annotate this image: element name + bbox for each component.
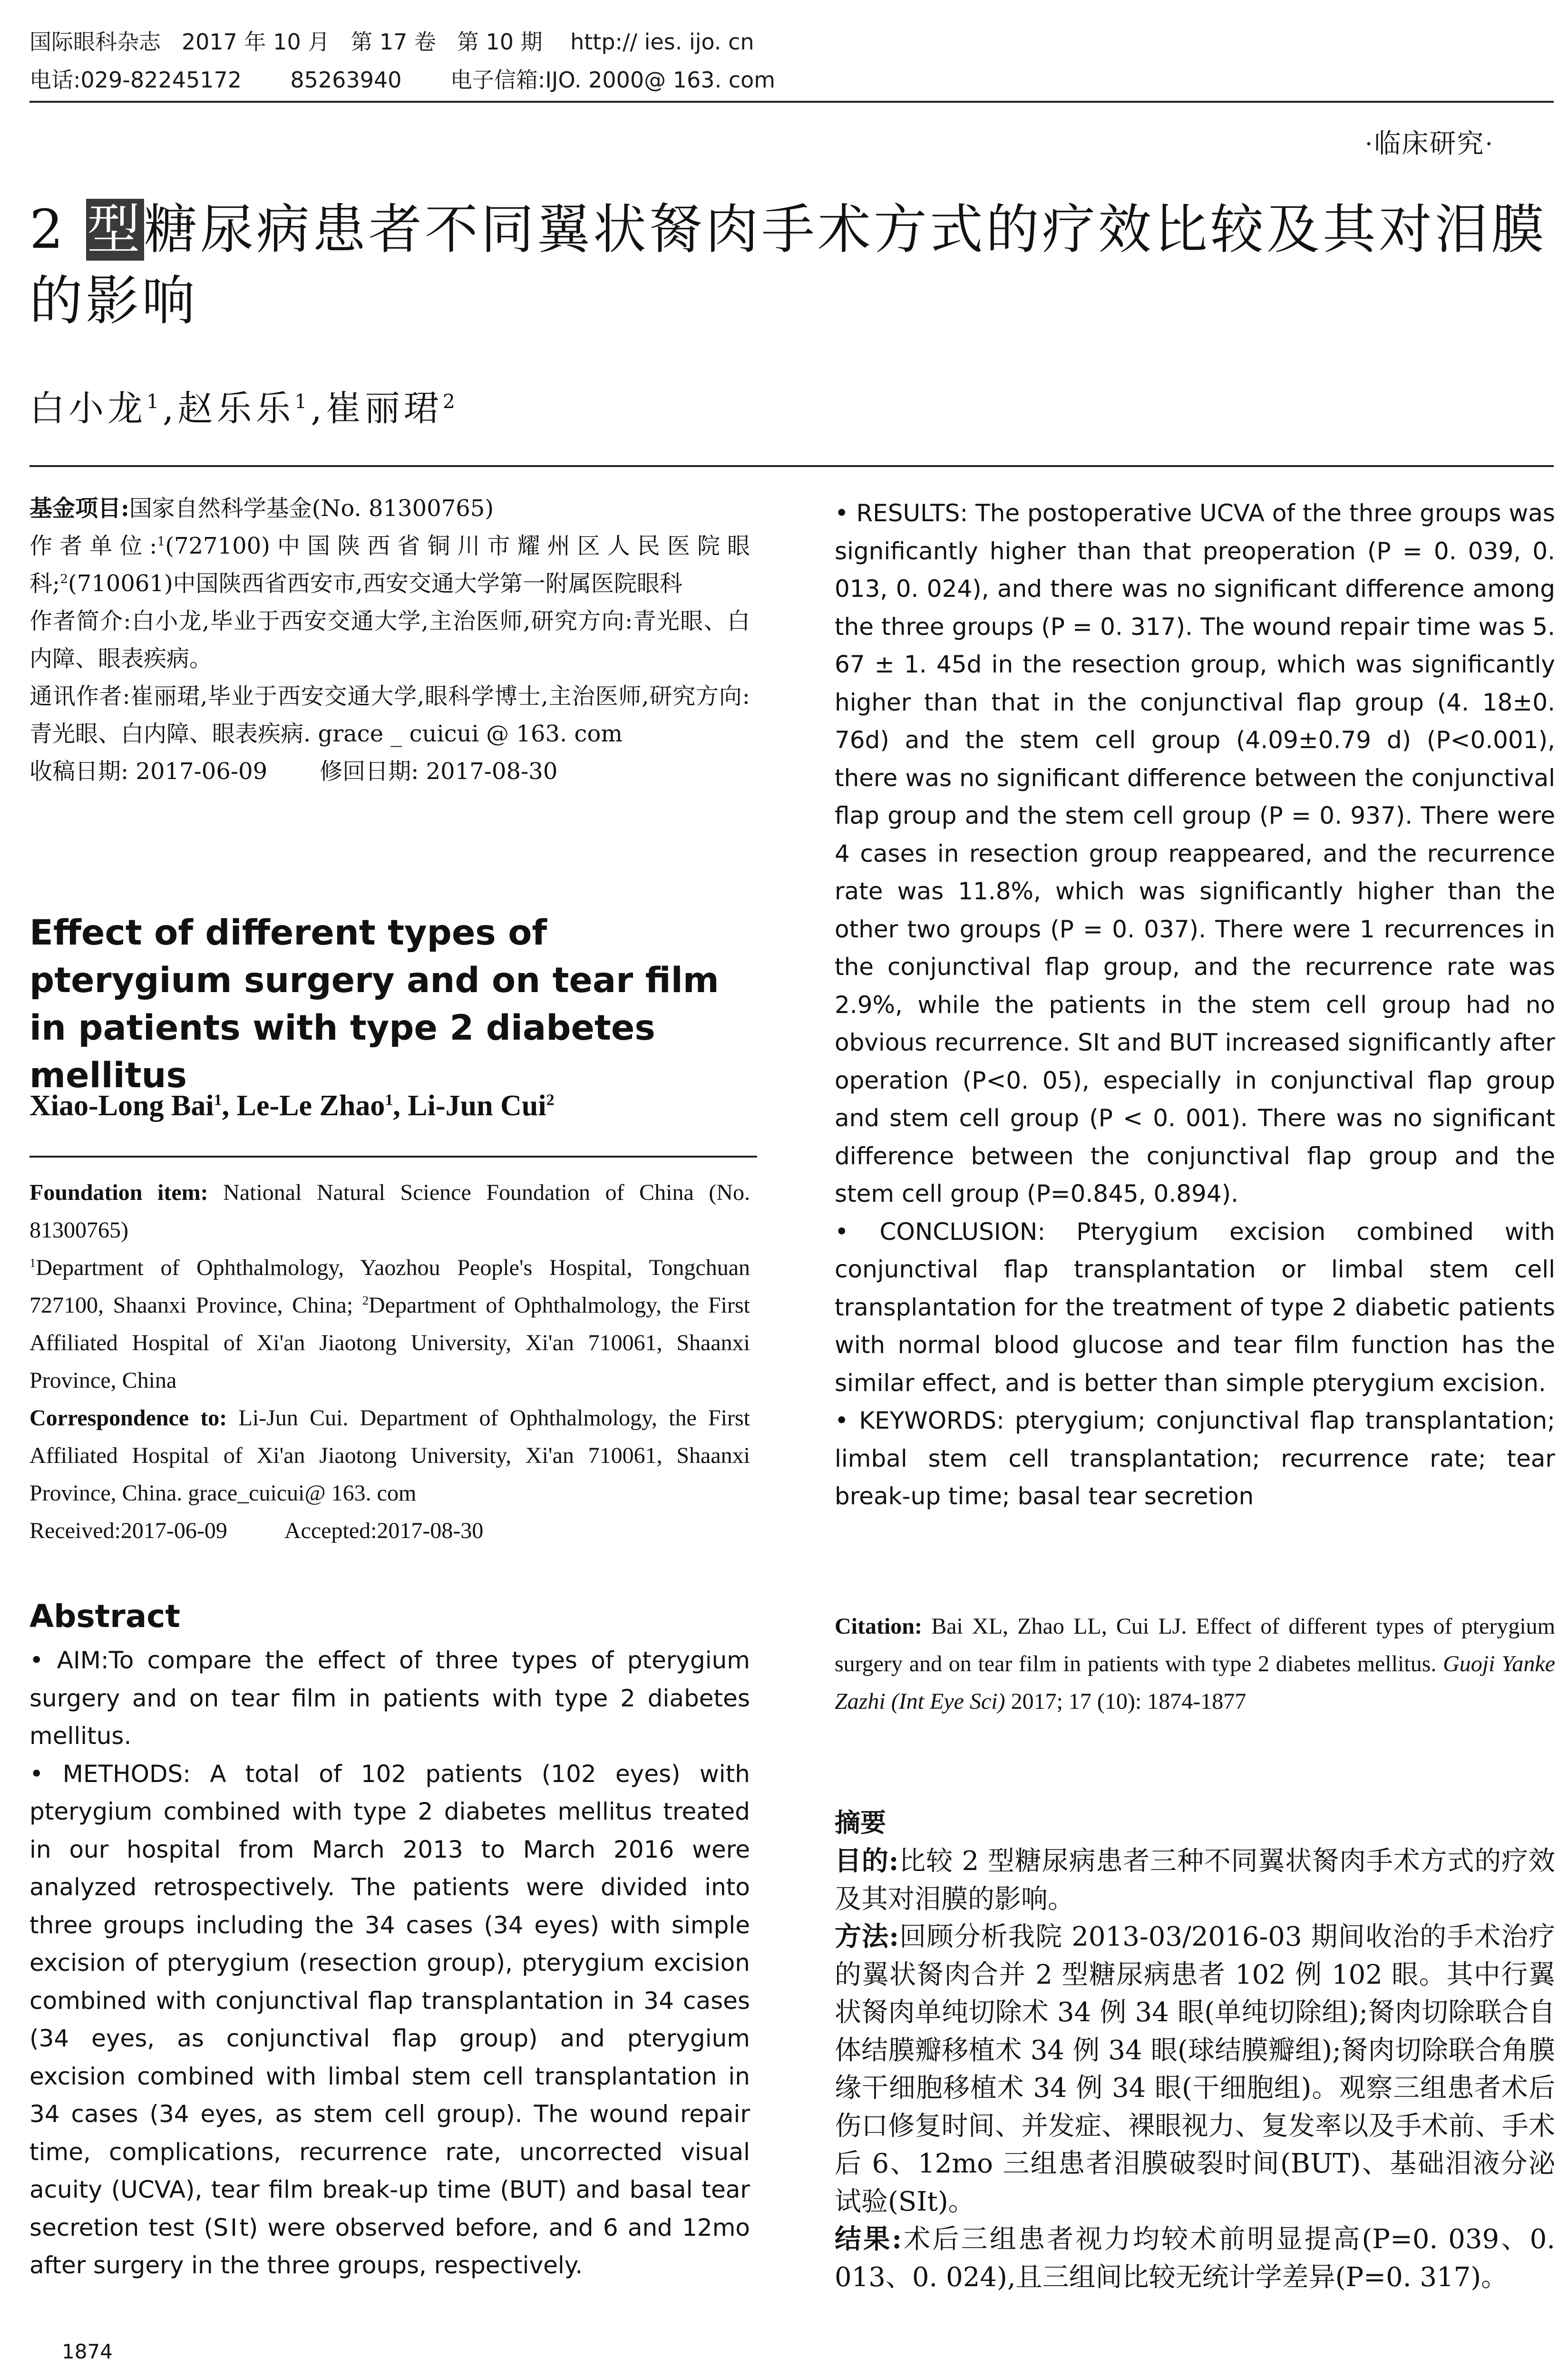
citation <box>835 1607 1555 1720</box>
section-tag: ·临床研究· <box>1364 129 1494 159</box>
page-number: 1874 <box>62 2340 113 2363</box>
citation-text: Bai XL, Zhao LL, Cui LJ. Effect of different types of pterygium surgery and on tear film in patients with type 2 diabetes mellitus. <box>835 1614 1555 1676</box>
title-rest: 糖尿病患者不同翼状胬肉手术方式的疗效比较及其对泪膜的影响 <box>29 199 1547 332</box>
correspondence-label: Correspondence to: <box>29 1405 227 1431</box>
affil1-sup: 1 <box>157 534 166 549</box>
citation-journal: Guoji Yanke Zazhi (Int Eye Sci) <box>835 1651 1555 1714</box>
affil2-sup: 2 <box>60 572 68 586</box>
dept2-sup: 2 <box>362 1293 369 1307</box>
bio-label: 作者简介: <box>29 608 131 634</box>
cn-methods-label: 方法: <box>835 1921 899 1952</box>
author-en-2: , Le-Le Zhao <box>222 1090 385 1122</box>
affil-label: 作者单位: <box>29 533 157 559</box>
authors-cn <box>29 380 459 431</box>
abstract-keywords: • KEYWORDS: pterygium; conjunctival flap transplantation; limbal stem cell transplantation; recurrence rate; tear break-up time; basal tear secretion <box>835 1407 1555 1510</box>
abstract-methods: • METHODS: A total of 102 patients (102 eyes) with pterygium combined with type 2 diabetes mellitus treated in our hospital from March 2013 to March 2016 were analyzed retrospectively. The patients were divided into three groups including the 34 cases (34 eyes) with simple excision of pterygium (resection group), pterygium excision combined with conjunctival flap transplantation in 34 cases (34 eyes, as conjunctival flap group) and pterygium excision combined with limbal stem cell transplantation in 34 cases (34 eyes, as stem cell group). The wound repair time, complications, recurrence rate, uncorrected visual acuity (UCVA), tear film break-up time (BUT) and basal tear secretion test (SⅠt) were observed before, and 6 and 12mo after surgery in the three groups, respectively. <box>29 1760 750 2279</box>
dept1-sup: 1 <box>29 1256 36 1270</box>
author-2: ,赵乐乐 <box>162 388 295 429</box>
author-en-2-sup: 1 <box>385 1091 393 1109</box>
author-3-sup: 2 <box>442 390 459 413</box>
bio-text: 白小龙,毕业于西安交通大学,主治医师,研究方向:青光眼、白内障、眼表疾病。 <box>29 608 750 672</box>
title-highlight: 型 <box>87 199 143 261</box>
corr-text: 崔丽珺,毕业于西安交通大学,眼科学博士,主治医师,研究方向:青光眼、白内障、眼表疾病. grace _ cuicui @ 163. com <box>29 683 750 747</box>
author-2-sup: 1 <box>294 390 311 413</box>
abstract-conclusion: • CONCLUSION: Pterygium excision combined with conjunctival flap transplantation or limbal stem cell transplantation for the treatment of type 2 diabetic patients with normal blood glucose and tear film function has the similar effect, and is better than simple pterygium excision. <box>835 1218 1555 1397</box>
received-cn: 收稿日期: 2017-06-09 <box>29 758 268 785</box>
authors-rule <box>29 1156 757 1158</box>
foundation-text: National Natural Science Foundation of China (No. 81300765) <box>29 1180 750 1243</box>
abstract-aim: • AIM:To compare the effect of three types of pterygium surgery and on tear film in patients with type 2 diabetes mellitus. <box>29 1646 750 1750</box>
title-rule <box>29 465 1554 467</box>
journal-header-line2: 电话:029-82245172 85263940 电子信箱:IJO. 2000@ 163. com <box>29 67 776 93</box>
fund-label: 基金项目: <box>29 495 129 522</box>
meta-cn <box>29 490 750 790</box>
author-en-1: Xiao-Long Bai <box>29 1090 214 1122</box>
cn-methods-text: 回顾分析我院 2013-03/2016-03 期间收治的手术治疗的翼状胬肉合并 2 型糖尿病患者 102 例 102 眼。其中行翼状胬肉单纯切除术 34 例 34 眼(单纯切除组);胬肉切除联合自体结膜瓣移植术 34 例 34 眼(球结膜瓣组);胬肉切除联合角膜缘干细胞移植术 34 例 34 眼(干细胞组)。观察三组患者术后伤口修复时间、并发症、裸眼视力、复发率以及手术前、手术后 6、12mo 三组患者泪膜破裂时间(BUT)、基础泪液分泌试验(SⅠt)。 <box>835 1921 1556 2217</box>
affil2-text: (710061)中国陕西省西安市,西安交通大学第一附属医院眼科 <box>68 570 682 597</box>
citation-label: Citation: <box>835 1614 922 1639</box>
received-en: Received:2017-06-09 <box>29 1518 227 1543</box>
author-3: ,崔丽珺 <box>311 388 443 429</box>
dept2-text: Department of Ophthalmology, the First Affiliated Hospital of Xi'an Jiaotong University, Xi'an 710061, Shaanxi Province, China <box>29 1293 750 1393</box>
author-en-3: , Li-Jun Cui <box>393 1090 546 1122</box>
cn-results-label: 结果: <box>835 2223 902 2255</box>
header-rule <box>29 101 1554 103</box>
article-title-en: Effect of different types of pterygium surgery and on tear film in patients with type 2 diabetes mellitus <box>29 913 719 1096</box>
corr-label: 通讯作者: <box>29 683 130 710</box>
cn-results-text: 术后三组患者视力均较术前明显提高(P=0. 039、0. 013、0. 024),且三组间比较无统计学差异(P=0. 317)。 <box>835 2224 1556 2293</box>
authors-en <box>29 1089 750 1123</box>
abstract-results: • RESULTS: The postoperative UCVA of the three groups was significantly higher than that preoperation (P = 0. 039, 0. 013, 0. 024), and there was no significant difference among the three groups (P = 0. 317). The wound repair time was 5. 67 ± 1. 45d in the resection group, which was significantly higher than that in the conjunctival flap group (4. 18±0. 76d) and the stem cell group (4.09±0.79 d) (P<0.001), there was no significant difference between the conjunctival flap group and the stem cell group (P = 0. 937). There were 4 cases in resection group reappeared, and the recurrence rate was 11.8%, which was significantly higher than the other two groups (P = 0. 037). There were 1 recurrences in the conjunctival flap group, and the recurrence rate was 2.9%, while the patients in the stem cell group had no obvious recurrence. SⅠt and BUT increased significantly after operation (P<0. 05), especially in conjunctival flap group and stem cell group (P < 0. 001). There was no significant difference between the conjunctival flap group and the stem cell group (P=0.845, 0.894). <box>835 499 1555 1208</box>
article-title-cn <box>29 194 1561 337</box>
dept1-text: Department of Ophthalmology, Yaozhou People's Hospital, Tongchuan 727100, Shaanxi Province, China; <box>29 1255 750 1318</box>
author-1-sup: 1 <box>146 390 163 413</box>
author-en-1-sup: 1 <box>214 1091 222 1109</box>
accepted-en: Accepted:2017-08-30 <box>284 1518 484 1543</box>
cn-abstract <box>835 1842 1555 2296</box>
author-en-3-sup: 2 <box>546 1091 555 1109</box>
foundation-en <box>29 1174 750 1549</box>
abstract-heading: Abstract <box>29 1598 180 1635</box>
cn-abstract-heading: 摘要 <box>835 1807 886 1838</box>
title-prefix: 2 <box>29 199 86 261</box>
abstract-right <box>835 495 1555 1516</box>
abstract-left <box>29 1642 750 2285</box>
cn-aim-text: 比较 2 型糖尿病患者三种不同翼状胬肉手术方式的疗效及其对泪膜的影响。 <box>835 1846 1556 1915</box>
foundation-label: Foundation item: <box>29 1180 208 1205</box>
fund-text: 国家自然科学基金(No. 81300765) <box>129 495 494 522</box>
journal-header-line1: 国际眼科杂志 2017 年 10 月 第 17 卷 第 10 期 http:// ies. ijo. cn <box>29 29 754 55</box>
citation-volume: 2017; 17 (10): 1874-1877 <box>1005 1689 1247 1714</box>
author-1: 白小龙 <box>29 388 146 429</box>
cn-aim-label: 目的: <box>835 1845 899 1877</box>
correspondence-text: Li-Jun Cui. Department of Ophthalmology, the First Affiliated Hospital of Xi'an Jiaotong University, Xi'an 710061, Shaanxi Province, China. grace_cuicui@ 163. com <box>29 1405 750 1506</box>
revised-cn: 修回日期: 2017-08-30 <box>320 758 558 785</box>
affil1-text: (727100)中国陕西省铜川市耀州区人民医院眼科; <box>29 533 750 597</box>
